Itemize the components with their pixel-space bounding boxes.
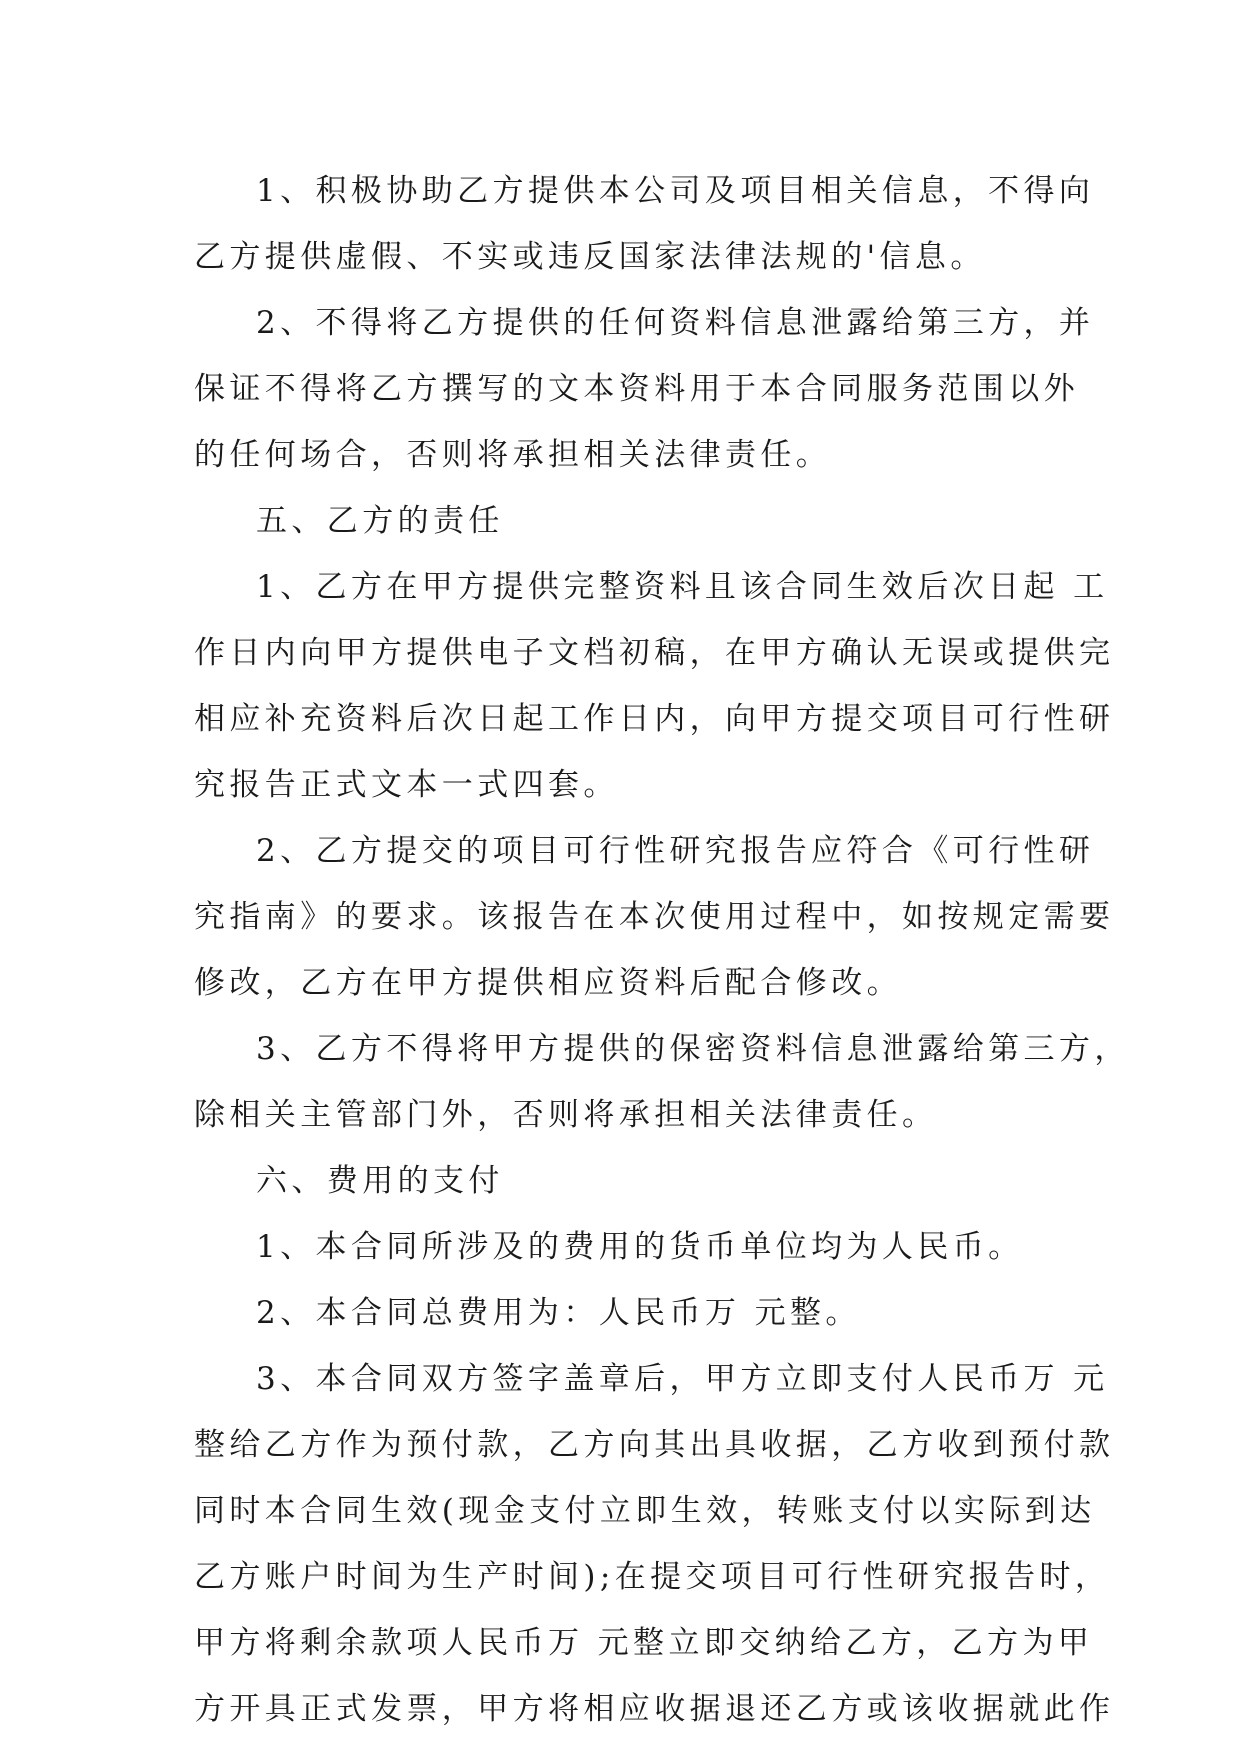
text-line: 保证不得将乙方撰写的文本资料用于本合同服务范围以外 — [194, 371, 1079, 407]
text-line: 究指南》的要求。该报告在本次使用过程中，如按规定需要 — [194, 899, 1115, 935]
text-line: 1、本合同所涉及的费用的货币单位均为人民币。 — [256, 1229, 1024, 1265]
text-line: 2、乙方提交的项目可行性研究报告应符合《可行性研 — [256, 833, 1095, 869]
text-line: 乙方提供虚假、不实或违反国家法律法规的'信息。 — [194, 239, 986, 275]
text-line: 的任何场合，否则将承担相关法律责任。 — [194, 437, 832, 473]
text-line: 整给乙方作为预付款，乙方向其出具收据，乙方收到预付款 — [194, 1427, 1115, 1463]
text-line: 2、本合同总费用为：人民币万 元整。 — [256, 1295, 861, 1331]
text-line: 乙方账户时间为生产时间);在提交项目可行性研究报告时， — [194, 1559, 1111, 1595]
text-line: 究报告正式文本一式四套。 — [194, 767, 619, 803]
text-line: 方开具正式发票，甲方将相应收据退还乙方或该收据就此作 — [194, 1691, 1115, 1727]
text-line: 1、乙方在甲方提供完整资料且该合同生效后次日起 工 — [256, 569, 1109, 605]
text-line: 相应补充资料后次日起工作日内，向甲方提交项目可行性研 — [194, 701, 1115, 737]
text-line: 六、费用的支付 — [256, 1163, 504, 1199]
text-line: 作日内向甲方提供电子文档初稿，在甲方确认无误或提供完 — [194, 635, 1115, 671]
text-line: 同时本合同生效(现金支付立即生效，转账支付以实际到达 — [194, 1493, 1096, 1529]
text-line: 修改，乙方在甲方提供相应资料后配合修改。 — [194, 965, 902, 1001]
text-line: 2、不得将乙方提供的任何资料信息泄露给第三方，并 — [256, 305, 1095, 341]
text-line: 1、积极协助乙方提供本公司及项目相关信息，不得向 — [256, 173, 1095, 209]
text-line: 3、乙方不得将甲方提供的保密资料信息泄露给第三方， — [256, 1031, 1130, 1067]
text-line: 甲方将剩余款项人民币万 元整立即交纳给乙方，乙方为甲 — [194, 1625, 1094, 1661]
text-line: 除相关主管部门外，否则将承担相关法律责任。 — [194, 1097, 938, 1133]
text-line: 五、乙方的责任 — [256, 503, 504, 539]
text-line: 3、本合同双方签字盖章后，甲方立即支付人民币万 元 — [256, 1361, 1109, 1397]
document-body — [194, 158, 1130, 1742]
